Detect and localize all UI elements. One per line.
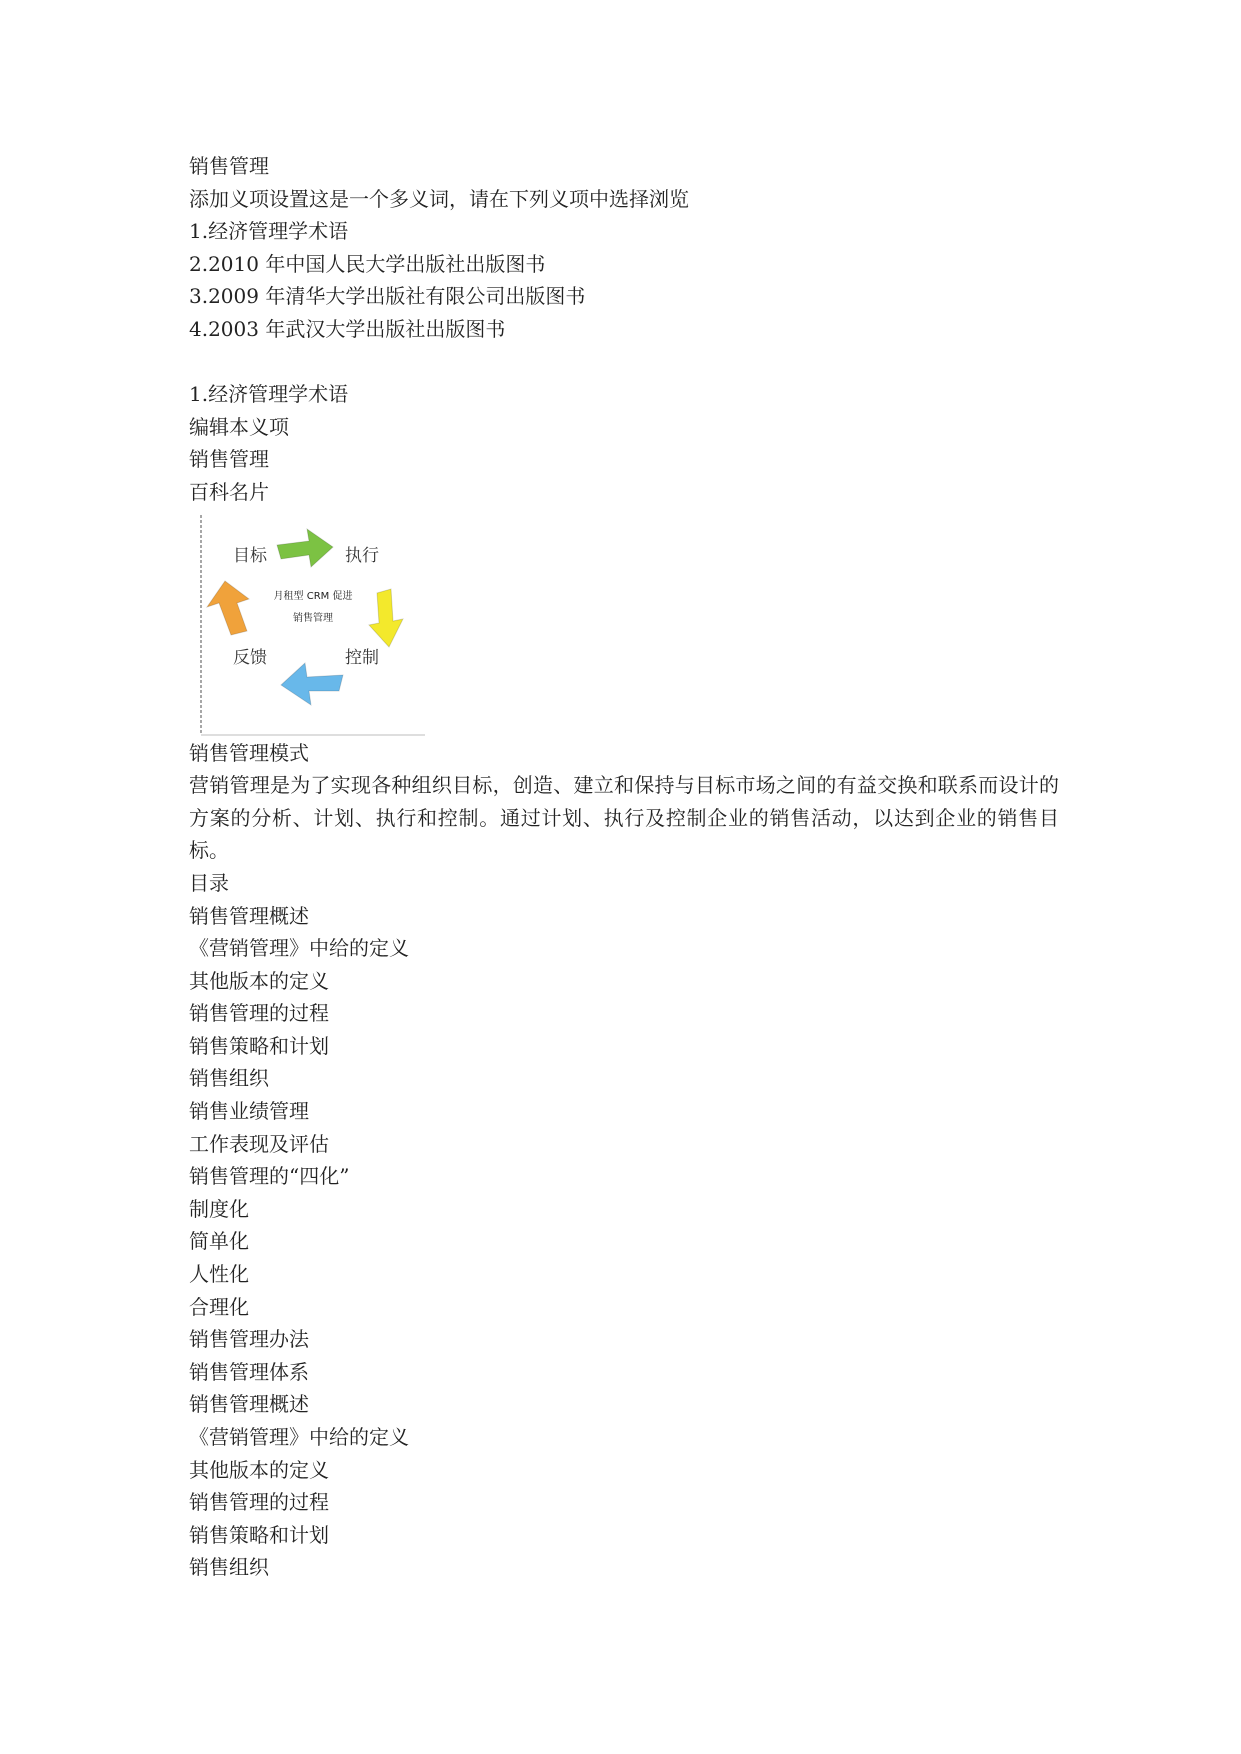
toc-item[interactable]: 销售业绩管理 <box>189 1099 309 1124</box>
toc-item[interactable]: 销售策略和计划 <box>189 1522 329 1547</box>
label-execute: 执行 <box>345 545 379 566</box>
toc-item[interactable]: 制度化 <box>189 1196 249 1221</box>
label-control: 控制 <box>345 647 379 668</box>
table-of-contents <box>189 900 1059 1584</box>
toc-item[interactable]: 《营销管理》中给的定义 <box>189 1425 409 1449</box>
toc-item[interactable]: 其他版本的定义 <box>189 1457 329 1482</box>
center-text-line-1: 月租型 CRM 促进 <box>273 590 353 602</box>
term-name: 销售管理 <box>189 447 269 472</box>
disambiguation-intro: 添加义项设置这是一个多义词，请在下列义项中选择浏览 <box>189 186 689 211</box>
toc-item[interactable]: 销售组织 <box>189 1066 269 1091</box>
page-title: 销售管理 <box>189 154 269 178</box>
sense-item-4[interactable]: 4.2003 年武汉大学出版社出版图书 <box>189 316 506 341</box>
toc-item[interactable]: 销售组织 <box>189 1555 269 1580</box>
toc-item[interactable]: 《营销管理》中给的定义 <box>189 936 409 961</box>
sales-management-cycle-figure <box>199 515 427 737</box>
toc-item[interactable]: 销售管理概述 <box>189 1392 309 1417</box>
sense-item-2[interactable]: 2.2010 年中国人民大学出版社出版图书 <box>189 251 546 276</box>
toc-item[interactable]: 销售管理的过程 <box>189 1490 329 1515</box>
toc-item[interactable]: 销售管理的“四化” <box>189 1164 350 1189</box>
green-arrow-icon <box>277 529 333 567</box>
toc-item[interactable]: 简单化 <box>189 1229 249 1254</box>
sense-item-3[interactable]: 3.2009 年清华大学出版社有限公司出版图书 <box>189 284 586 309</box>
toc-item[interactable]: 人性化 <box>189 1262 249 1287</box>
section-heading: 1.经济管理学术语 <box>189 382 349 407</box>
toc-item[interactable]: 合理化 <box>189 1294 249 1319</box>
toc-item[interactable]: 销售管理体系 <box>189 1359 309 1384</box>
label-feedback: 反馈 <box>233 647 267 668</box>
blue-arrow-icon <box>281 663 343 705</box>
center-text-line-2: 销售管理 <box>293 612 333 624</box>
toc-title: 目录 <box>189 870 229 895</box>
toc-item[interactable]: 销售管理办法 <box>189 1327 309 1352</box>
label-goal: 目标 <box>233 545 267 566</box>
toc-item[interactable]: 销售管理的过程 <box>189 1001 329 1026</box>
edit-sense-link[interactable]: 编辑本义项 <box>189 414 289 439</box>
document-content <box>189 150 1059 1584</box>
definition-paragraph: 营销管理是为了实现各种组织目标，创造、建立和保持与目标市场之间的有益交换和联系而设计的方案的分析、计划、执行和控制。通过计划、执行及控制企业的销售活动，以达到企业的销售目标。 <box>189 773 1059 863</box>
toc-item[interactable]: 销售管理概述 <box>189 903 309 928</box>
sense-item-1[interactable]: 1.经济管理学术语 <box>189 219 349 244</box>
toc-item[interactable]: 工作表现及评估 <box>189 1131 329 1156</box>
encyclopedia-card-label: 百科名片 <box>189 479 269 504</box>
toc-item[interactable]: 其他版本的定义 <box>189 968 329 993</box>
toc-item[interactable]: 销售策略和计划 <box>189 1033 329 1058</box>
orange-arrow-icon <box>207 581 249 635</box>
blank-line <box>189 346 1059 379</box>
figure-caption: 销售管理模式 <box>189 740 309 765</box>
